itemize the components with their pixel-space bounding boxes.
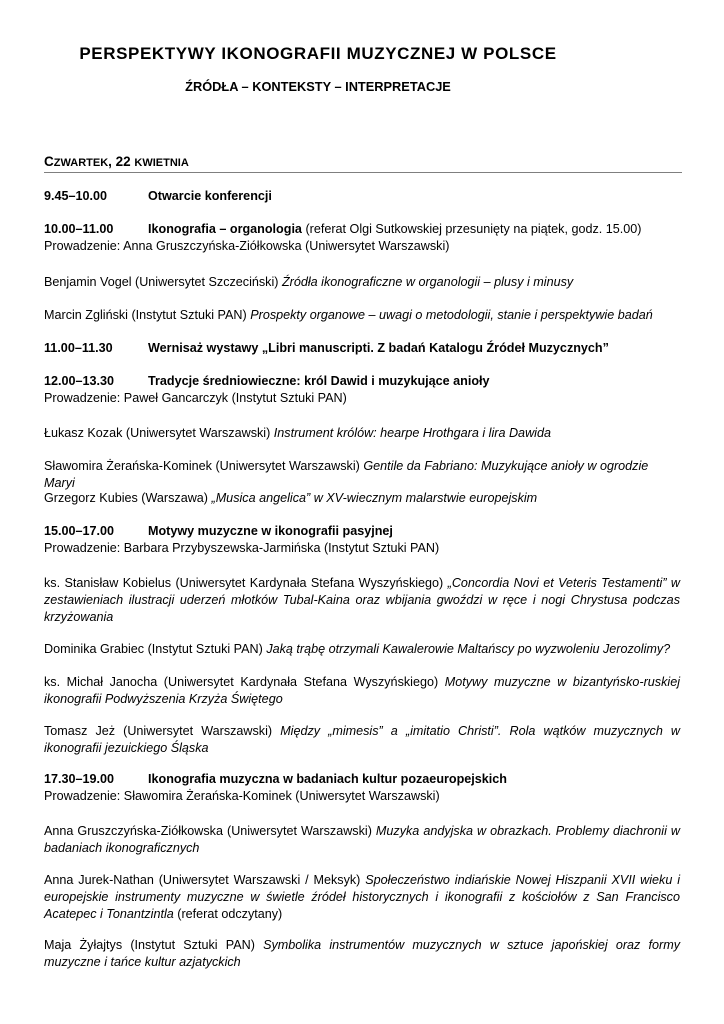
session-opening xyxy=(44,188,680,205)
talk-title: Społeczeństwo indiańskie Nowej Hiszpanii XVII wieku i europejskie instrumenty muzyczne w świetle źródeł historycznych i ikonografii z kościołów z San Francisco Acatepec i Tonantzintla xyxy=(44,873,680,921)
talk xyxy=(44,575,680,626)
talk xyxy=(44,641,680,658)
talk-author: Marcin Zgliński (Instytut Sztuki PAN) xyxy=(44,308,251,322)
talk-author: Anna Jurek-Nathan (Uniwersytet Warszawski / Meksyk) xyxy=(44,873,366,887)
talk xyxy=(44,723,680,757)
talk-title: Gentile da Fabriano: Muzykujące anioły w ogrodzie Maryi xyxy=(44,459,649,490)
page-subtitle: ŹRÓDŁA – KONTEKSTY – INTERPRETACJE xyxy=(185,79,451,94)
session-medieval xyxy=(44,373,680,407)
talk xyxy=(44,458,680,492)
talk-author: Maja Żyłajtys (Instytut Sztuki PAN) xyxy=(44,938,264,952)
talk xyxy=(44,490,680,507)
talk-author: Tomasz Jeż (Uniwersytet Warszawski) xyxy=(44,724,281,738)
day-heading xyxy=(44,154,189,169)
talk-author: Dominika Grabiec (Instytut Sztuki PAN) xyxy=(44,642,267,656)
session-title: Wernisaż wystawy „Libri manuscripti. Z badań Katalogu Źródeł Muzycznych” xyxy=(148,341,609,355)
session-exhibition xyxy=(44,340,680,357)
day-divider xyxy=(44,172,682,173)
session-chair: Prowadzenie: Sławomira Żerańska-Kominek (Uniwersytet Warszawski) xyxy=(44,789,440,803)
talk-author: Benjamin Vogel (Uniwersytet Szczeciński) xyxy=(44,275,282,289)
day-heading-rest: ZWARTEK xyxy=(53,157,109,169)
session-time: 12.00–13.30 xyxy=(44,374,115,388)
talk-author: Anna Gruszczyńska-Ziółkowska (Uniwersytet Warszawski) xyxy=(44,824,376,838)
session-title: Motywy muzyczne w ikonografii pasyjnej xyxy=(148,524,393,538)
session-chair: Prowadzenie: Paweł Gancarczyk (Instytut Sztuki PAN) xyxy=(44,391,347,405)
session-organology xyxy=(44,221,680,255)
session-time: 11.00–11.30 xyxy=(44,341,113,355)
session-note: (referat Olgi Sutkowskiej przesunięty na piątek, godz. 15.00) xyxy=(301,222,642,236)
talk xyxy=(44,937,680,971)
talk-title: Muzyka andyjska w obrazkach. Problemy diachronii w badaniach ikonograficznych xyxy=(44,824,681,855)
session-title: Ikonografia – organologia xyxy=(148,222,302,236)
talk xyxy=(44,872,680,923)
talk-author: Grzegorz Kubies (Warszawa) xyxy=(44,491,212,505)
talk-author: ks. Michał Janocha (Uniwersytet Kardynała Stefana Wyszyńskiego) xyxy=(44,675,445,689)
talk-title: „Concordia Novi et Veteris Testamenti” w zestawieniach ilustracji uderzeń młotków Tubal-Kaina oraz wbijania gwoździ w ręce i nogi Chrystusa podczas krzyżowania xyxy=(44,576,680,624)
day-heading-month: KWIETNIA xyxy=(134,157,189,169)
talk-note: (referat odczytany) xyxy=(173,907,283,921)
talk-title: Symbolika instrumentów muzycznych w sztuce japońskiej oraz formy muzyczne i tańce kultur azjatyckich xyxy=(44,938,680,969)
talk-title: Motywy muzyczne w bizantyńsko-ruskiej ikonografii Podwyższenia Krzyża Świętego xyxy=(44,675,680,706)
session-time: 10.00–11.00 xyxy=(44,222,114,236)
session-time: 15.00–17.00 xyxy=(44,524,115,538)
talk-title: „Musica angelica” w XV-wiecznym malarstwie europejskim xyxy=(211,491,538,505)
page-title: PERSPEKTYWY IKONOGRAFII MUZYCZNEJ W POLSCE xyxy=(79,44,557,63)
day-heading-date: , 22 xyxy=(108,154,135,169)
session-title: Otwarcie konferencji xyxy=(148,189,272,203)
session-chair: Prowadzenie: Barbara Przybyszewska-Jarmińska (Instytut Sztuki PAN) xyxy=(44,541,440,555)
day-heading-initial: C xyxy=(44,154,54,169)
talk-title: Instrument królów: hearpe Hrothgara i lira Dawida xyxy=(273,426,551,440)
talk xyxy=(44,823,680,857)
talk xyxy=(44,425,680,442)
session-chair: Prowadzenie: Anna Gruszczyńska-Ziółkowska (Uniwersytet Warszawski) xyxy=(44,239,450,253)
talk-author: Łukasz Kozak (Uniwersytet Warszawski) xyxy=(44,426,274,440)
talk-title: Źródła ikonograficzne w organologii – plusy i minusy xyxy=(281,275,574,289)
talk xyxy=(44,674,680,708)
talk xyxy=(44,274,680,291)
talk-author: ks. Stanisław Kobielus (Uniwersytet Kardynała Stefana Wyszyńskiego) xyxy=(44,576,448,590)
talk-title: Prospekty organowe – uwagi o metodologii, stanie i perspektywie badań xyxy=(250,308,653,322)
talk xyxy=(44,307,680,324)
session-time: 9.45–10.00 xyxy=(44,189,108,203)
session-passion xyxy=(44,523,680,557)
session-time: 17.30–19.00 xyxy=(44,772,115,786)
talk-title: Jaką trąbę otrzymali Kawalerowie Maltańscy po wyzwoleniu Jerozolimy? xyxy=(266,642,671,656)
talk-author: Sławomira Żerańska-Kominek (Uniwersytet Warszawski) xyxy=(44,459,364,473)
session-title: Tradycje średniowieczne: król Dawid i muzykujące anioły xyxy=(148,374,490,388)
session-nonEuropean xyxy=(44,771,680,805)
session-title: Ikonografia muzyczna w badaniach kultur pozaeuropejskich xyxy=(148,772,508,786)
talk-title: Między „mimesis” a „imitatio Christi”. Rola wątków muzycznych w ikonografii jezuickiego Śląska xyxy=(44,724,681,755)
